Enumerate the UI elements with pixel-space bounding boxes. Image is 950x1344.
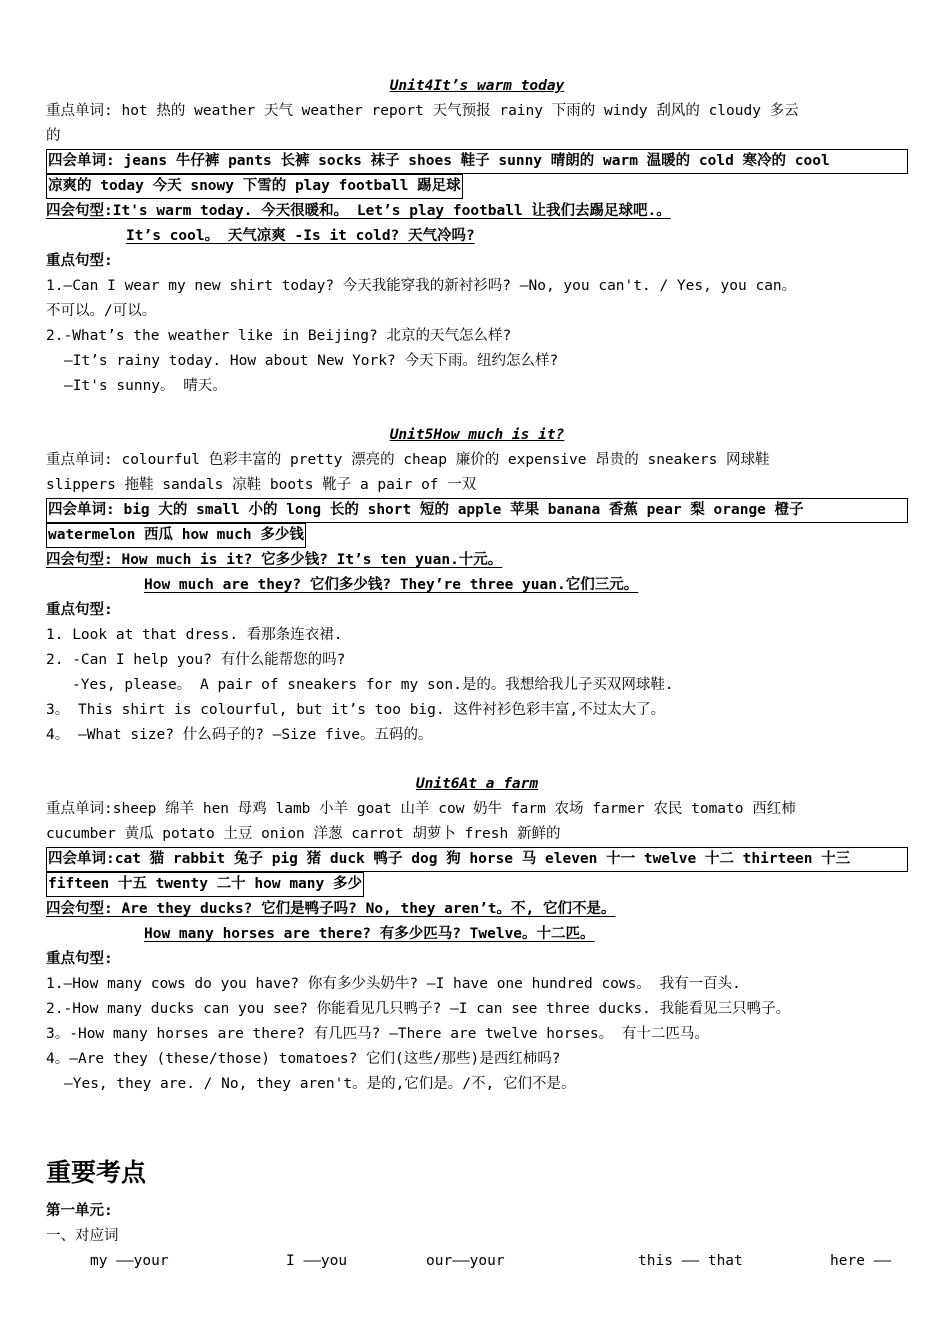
unit4-sentence-1b: 不可以。/可以。 [46, 303, 157, 319]
unit6-four-sentences-2: How many horses are there? 有多少匹马? Twelve。十二匹。 [144, 926, 595, 942]
word-pair: our——your [426, 1253, 505, 1269]
unit5-four-sentences-1: 四会句型: How much is it? 它多少钱? It’s ten yuan.十元。 [46, 552, 503, 568]
unit5-four-words-2: watermelon 西瓜 how much 多少钱 [46, 523, 306, 548]
unit6-four-words-1: 四会单词:cat 猫 rabbit 兔子 pig 猪 duck 鸭子 dog 狗 horse 马 eleven 十一 twelve 十二 thirteen 十三 [46, 847, 908, 872]
unit6-key-sentences-label: 重点句型: [46, 951, 113, 967]
unit1-label: 第一单元: [46, 1203, 113, 1219]
unit6-title: Unit6At a farm [415, 776, 539, 792]
unit5-key-sentences-label: 重点句型: [46, 602, 113, 618]
unit6-sentence-2: 2.-How many ducks can you see? 你能看见几只鸭子? —I can see three ducks. 我能看见三只鸭子。 [46, 1001, 791, 1017]
unit6-four-words-2: fifteen 十五 twenty 二十 how many 多少 [46, 872, 364, 897]
unit4-four-sentences-2: It’s cool。 天气凉爽 -Is it cold? 天气冷吗? [126, 228, 475, 244]
unit5-sentence-1: 1. Look at that dress. 看那条连衣裙. [46, 627, 343, 643]
unit4-sentence-1: 1.—Can I wear my new shirt today? 今天我能穿我的新衬衫吗? —No, you can't. / Yes, you can。 [46, 278, 797, 294]
word-pair: my ——your [90, 1253, 169, 1269]
unit5-title: Unit5How much is it? [389, 427, 565, 443]
unit5-sentence-4: 4。 —What size? 什么码子的? —Size five。五码的。 [46, 727, 433, 743]
word-pair: here —— [830, 1253, 892, 1269]
unit6-sentence-4b: —Yes, they are. / No, they aren't。是的,它们是。/不, 它们不是。 [64, 1076, 576, 1092]
unit4-sentence-2b: —It’s rainy today. How about New York? 今天下雨。纽约怎么样? [64, 353, 559, 369]
unit4-key-words: 重点单词: hot 热的 weather 天气 weather report 天气预报 rainy 下雨的 windy 刮风的 cloudy 多云 [46, 103, 799, 119]
unit6-sentence-1: 1.—How many cows do you have? 你有多少头奶牛? —I have one hundred cows。 我有一百头. [46, 976, 741, 992]
unit4-four-sentences-1: 四会句型:It's warm today. 今天很暖和。 Let’s play football 让我们去踢足球吧.。 [46, 203, 671, 219]
document-page [46, 74, 908, 1274]
unit4-key-sentences-label: 重点句型: [46, 253, 113, 269]
unit4-key-words-cont: 的 [46, 128, 61, 144]
unit6-key-words-cont: cucumber 黄瓜 potato 土豆 onion 洋葱 carrot 胡萝卜 fresh 新鲜的 [46, 826, 561, 842]
unit6-four-sentences-1: 四会句型: Are they ducks? 它们是鸭子吗? No, they aren’t。不, 它们不是。 [46, 901, 616, 917]
unit5-sentence-2b: -Yes, please。 A pair of sneakers for my son.是的。我想给我儿子买双网球鞋. [72, 677, 674, 693]
unit6-sentence-4: 4。—Are they (these/those) tomatoes? 它们(这些/那些)是西红柿吗? [46, 1051, 561, 1067]
word-pairs-row [46, 1249, 908, 1274]
unit6-sentence-3: 3。-How many horses are there? 有几匹马? —There are twelve horses。 有十二匹马。 [46, 1026, 709, 1042]
unit4-sentence-2: 2.-What’s the weather like in Beijing? 北京的天气怎么样? [46, 328, 512, 344]
unit5-sentence-3: 3。 This shirt is colourful, but it’s too big. 这件衬衫色彩丰富,不过太大了。 [46, 702, 666, 718]
unit5-sentence-2: 2. -Can I help you? 有什么能帮您的吗? [46, 652, 346, 668]
unit4-four-words-2: 凉爽的 today 今天 snowy 下雪的 play football 踢足球 [46, 174, 463, 199]
unit4-title: Unit4It’s warm today [389, 78, 565, 94]
correspondence-words-subheading: 一、对应词 [46, 1228, 119, 1244]
unit5-key-words-cont: slippers 拖鞋 sandals 凉鞋 boots 靴子 a pair of 一双 [46, 477, 477, 493]
unit5-four-words-1: 四会单词: big 大的 small 小的 long 长的 short 短的 apple 苹果 banana 香蕉 pear 梨 orange 橙子 [46, 498, 908, 523]
word-pair: this —— that [638, 1253, 743, 1269]
word-pair: I ——you [286, 1253, 348, 1269]
unit5-key-words: 重点单词: colourful 色彩丰富的 pretty 漂亮的 cheap 廉价的 expensive 昂贵的 sneakers 网球鞋 [46, 452, 770, 468]
important-points-heading: 重要考点 [46, 1158, 147, 1187]
unit4-four-words-1: 四会单词: jeans 牛仔裤 pants 长裤 socks 袜子 shoes 鞋子 sunny 晴朗的 warm 温暖的 cold 寒冷的 cool [46, 149, 908, 174]
unit5-four-sentences-2: How much are they? 它们多少钱? They’re three yuan.它们三元。 [144, 577, 639, 593]
unit6-key-words: 重点单词:sheep 绵羊 hen 母鸡 lamb 小羊 goat 山羊 cow 奶牛 farm 农场 farmer 农民 tomato 西红柿 [46, 801, 796, 817]
unit4-sentence-2c: —It's sunny。 晴天。 [64, 378, 227, 394]
